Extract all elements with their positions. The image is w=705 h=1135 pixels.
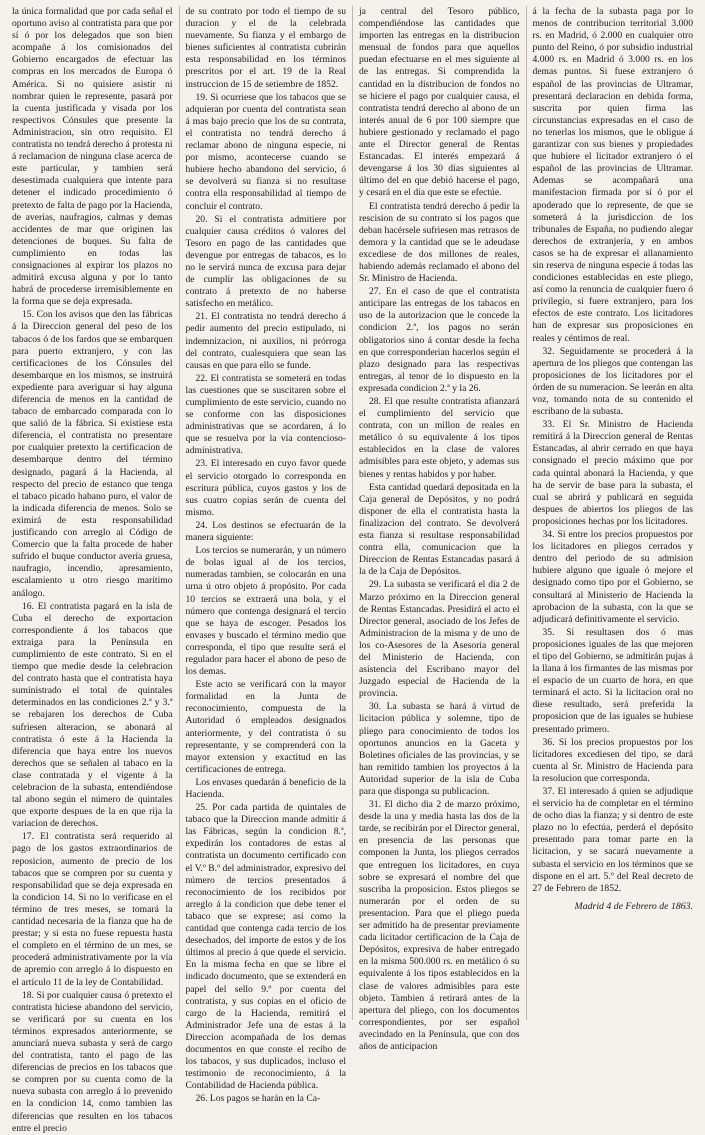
- paragraph: 21. El contratista no tendrá derecho á pedir aumento del precio estipulado, ni indemnizacion, ni auxilios, ni prórroga del contrato, cualesquiera que sean las causas en que para ello se funde.: [185, 311, 346, 371]
- paragraph: El contratista tendrá derecho á pedir la rescision de su contrato si los pagos que deban hacérsele sufriesen mas retrasos de demora y la cantidad que se le adeudase excediese de dos millones de reales, habiendo además reclamado el abono del Sr. Ministro de Hacienda.: [359, 200, 520, 285]
- paragraph: la única formalidad que por cada señal el oportuno aviso al contratista para que por sí ó por los delegados que son bien acompañe á los comisionados del Gobierno encargados de efectuar las compras en los mercados de Europa ó América. Si no quisiere asistir ni nombrar quien le represente, pasará por la cuenta justificada y visada por los respectivos Cónsules que presente la Administracion, sin otro requisito. El contratista no tendrá derecho á protesta ni á reclamacion de ninguna clase acerca de este particular, y tambien será desestimada cualquiera que intente para detener el indicado procedimiento ó pretexto de falta de pago por la Hacienda, de averías, naufragios, calmas y demas accidentes de mar que originen las detenciones de buques. Su falta de cumplimiento en todas las consignaciones al expirar los plazos no admitirá excusa alguna y por lo tanto habrá de procederse irremisiblemente en la forma que se deja expresada.: [12, 6, 173, 308]
- paragraph: 16. El contratista pagará en la isla de Cuba el derecho de exportacion correspondiente á los tabacos que extraiga para la Península en cumplimiento de este contrato. Si en el tiempo que medie desde la celebracion del contrato hasta que el contratista haya suministrado el total de quintales determinados en las condiciones 2.ª y 3.ª se rebajaren los derechos de Cuba sufriesen alteracion, se abonará al contratista ó este á la Hacienda la diferencia que haya entre los nuevos derechos que se señalen al tabaco en la clase contratada y el vigente á la celebracion de la subasta, entendiéndose tal abono según el número de quintales que exporte despues de la en que rija la variacion de derechos.: [12, 600, 173, 830]
- paragraph: 32. Seguidamente se procederá á la apertura de los pliegos que contengan las proposiciones de los licitadores por el órden de su numeracion. Se leerán en alta voz, tomando nota de su contenido el escribano de la subasta.: [532, 345, 693, 418]
- paragraph: 31. El dicho dia 2 de marzo próximo, desde la una y media hasta las dos de la tarde, se recibirán por el Director general, en presencia de las personas que componen la Junta, los pliegos cerrados que entreguen los licitadores, en cuya sobre se expresará el nombre del que suscriba la proposicion. Estos pliegos se numerarán por el orden de su presentacion. Para que el pliego pueda ser admitido ha de presentar previamente cada licitador certificacion de la Caja de Depósitos, expresiva de haber entregado en la misma 500.000 rs. en metálico ó su equivalente á los tipos establecidos en la clase de valores admisibles para este objeto. Tambien á retirará antes de la apertura del pliego, con los documentos correspondientes, por ser español avecindado en la Península, que con dos años de anticipacion: [359, 799, 520, 1052]
- paragraph: 29. La subasta se verificará el dia 2 de Marzo próximo en la Direccion general de Rentas Estancadas. Presidirá el acto el Director general, asociado de los Jefes de Administracion de la misma y de uno de los co-Asesores de la Asesoría general del Ministerio de Hacienda, con asistencia del Escribano mayor del Juzgado especial de Hacienda de la provincia.: [359, 579, 520, 700]
- paragraph: Este acto se verificará con la mayor formalidad en la Junta de reconocimiento, compuesta de la Autoridad ó empleados designados anteriormente, y del contratista ó su representante, y se comprenderá con la mayor extension y exactitud en las certificaciones de entrega.: [185, 679, 346, 775]
- paragraph: ja central del Tesoro público, compendiéndose las cantidades que importen las entregas en la distribucion mensual de fondos para que aquellos puedan efectuarse en el mes siguiente al de las entregas. Si comprendida la cantidad en la distribucion de fondos no se hiciere el pago por cualquier causa, el contratista tendrá derecho al abono de un interés anual de 6 por 100 siempre que hubiere gestionado y reclamado el pago ante el Director general de Rentas Estancadas. El interés empezará á devengarse á los 30 días siguientes al último del en que debió hacerse el pago, y cesará en el día que este se efectúe.: [359, 6, 520, 199]
- paragraph: 30. La subasta se hará á virtud de licitacion pública y solemne, tipo de pliego para conocimiento de todos los oportunos anuncios en la Gaceta y Boletines oficiales de las provincias, y se han remitido tambien los proyectos á la Autoridad superior de la isla de Cuba para que disponga su publicacion.: [359, 701, 520, 797]
- paragraph: 34. Si entre los precios propuestos por los licitadores en pliegos cerrados y dentro del periodo de su admision hubiere alguno que iguale ó mejore el designado como tipo por el Gobierno, se consultará al Ministerio de Hacienda la aprobacion de la subasta, con la que se adjudicará definitivamente el servicio.: [532, 529, 693, 625]
- paragraph: 17. El contratista será requerido al pago de los gastos extraordinarios de reposicion, aumento de precio de los tabacos que se compren por su cuenta y responsabilidad que se deja expresada en la condicion 14. Si no lo verificase en el término de tres meses, se tomará la cantidad necesaria de la fianza que ha de prestar; y si esta no fuese repuesta hasta el completo en el término de un mes, se procederá administrativamente por la vía de apremio con arreglo á lo dispuesto en el artículo 11 de la ley de Contabilidad.: [12, 831, 173, 988]
- paragraph: Los tercios se numerarán, y un número de bolas igual al de los tercios, numeradas tambien, se colocarán en una urna ú otro objeto á propósito. Por cada 10 tercios se extraerá una bola, y el número que contenga designará el tercio que se haya de escoger. Pesados los envases y buscado el término medio que corresponda, el tipo que resulte será el regulador para hacer el abono de peso de los demas.: [185, 545, 346, 678]
- paragraph: 28. El que resulte contratista afianzará el cumplimiento del servicio que contrata, con un millon de reales en metálico ó su equivalente á los tipos establecidos en la clase de valores admisibles para este objeto, y ademas sus bienes y rentas habidos y por haber.: [359, 396, 520, 480]
- paragraph: 23. El interesado en cuyo favor quede el servicio otorgado lo corresponda en escritura pública, cuyos gastos y los de sus cuatro copias serán de cuenta del mismo.: [185, 458, 346, 518]
- column-4: [526, 6, 700, 1020]
- paragraph: Esta cantidad quedará depositada en la Caja general de Depósitos, y no podrá disponer de ella el contratista hasta la finalizacion del contrato. Se devolverá esta fianza si resultase responsabilidad contra ella, comunicacion que la Direccion de Rentas Estancadas pasará á la de la Caja de Depósitos.: [359, 481, 520, 578]
- paragraph: de su contrato por todo el tiempo de su duracion y el de la celebrada nuevamente. Su fianza y el embargo de bienes suficientes al contratista cubrirán esta responsabilidad en los términos prescritos por el art. 19 de la Real instruccion de 15 de setiembre de 1852.: [185, 6, 346, 90]
- paragraph: 36. Si los precios propuestos por los licitadores excediesen del tipo, se dará cuenta al Sr. Ministro de Hacienda para la resolucion que corresponda.: [532, 736, 693, 784]
- signature-date: Madrid 4 de Febrero de 1863.: [574, 900, 693, 912]
- paragraph: 24. Los destinos se efectuarán de la manera siguiente:: [185, 519, 346, 544]
- paragraph: 37. El interesado á quien se adjudique el servicio ha de completar en el término de ocho dias la fianza; y si dentro de este plazo no lo efectúa, perderá el depósito presentado para tomar parte en la licitacion, y se sacará nuevamente a subasta el servicio en los términos que se dispone en el art. 5.º del Real decreto de 27 de Febrero de 1852.: [532, 786, 693, 894]
- paragraph: 27. En el caso de que el contratista anticipare las entregas de los tabacos en uso de la autorizacion que le concede la condicion 2.ª, los pagos no serán obligatorios sino á contar desde la fecha en que corresponderian hacerlos según el plazo designado para las respectivas entregas, al tenor de lo dispuesto en la expresada condicion 2.ª y la 26.: [359, 286, 520, 394]
- paragraph: 26. Los pagos se harán en la Ca-: [195, 1093, 321, 1105]
- column-1: [6, 6, 179, 1134]
- paragraph: Los envases quedarán á beneficio de la Hacienda.: [185, 776, 346, 800]
- paragraph: 18. Si por cualquier causa ó pretexto el contratista hiciese abandono del servicio, se verificará por su cuenta en los términos expresados anteriormente, se anunciará nueva subasta y será de cargo del contratista, tanto el pago de las diferencias de precios en los tabacos que se compren por su cuenta como de la nueva subasta con arreglo á lo prevenido en la condicion 14, como tambien las diferencias que resulten en los tabacos entre el precio: [12, 989, 173, 1134]
- paragraph: á la fecha de la subasta paga por lo menos de contribucion territorial 3.000 rs. en Madrid, ó 2.000 en cualquier otro punto del Reino, ó por subsidio industrial 4.000 rs. en Madrid ó 3.000 rs. en los demas puntos. Si fuese extranjero ó español de las provincias de Ultramar, presentará declaracion en debida forma, suscrita por quien firma las circunstancias expresadas en el caso de no tenerlas los mismos, que le obligue á garantizar con sus bienes y propiedades que hubiere el licitador extranjero ó el español de las provincias de Ultramar. Ademas se acompañará una manifestacion firmada por sí ó por el apoderado que lo represente, de que se someterá á la jurisdiccion de los tribunales de España, no pudiendo alegar derechos de extranjería, y en ambos casos se ha de expresar el allanamiento sin reserva de ninguna especie á todas las condiciones establecidas en este pliego, así como la renuncia de cualquier fuero ó privilegio, si fuere extranjero, para los efectos de este contrato. Los licitadores han de expresar sus proposiciones en reales y céntimos de real.: [532, 6, 693, 344]
- paragraph: 15. Con los avisos que den las fábricas á la Direccion general del peso de los tabacos ó de los fardos que se embarquen para puerto extranjero, y con las certificaciones de los Cónsules del desembarque en los mismos, se instruirá expediente para averiguar si hay alguna diferencia de menos en la cantidad de tabaco de embarcado comparada con lo que salió de la fábrica. Si existiese esta diferencia, el contratista no presentare por cualquier pretexto la certificacion de desembarque dentro del término designado, pagará á la Hacienda, al respecto del precio de estanco que tenga el tabaco picado habano puro, el valor de la indicada diferencia de menos. Solo se eximirá de esta responsabilidad justificando con arreglo al Código de Comercio que la falta procede de haber sufrido el buque conductor avería gruesa, naufragio, incendio, apresamiento, escalamiento u otro riesgo marítimo análogo.: [12, 309, 173, 599]
- column-3: [352, 6, 526, 1052]
- column-2: [179, 6, 353, 1105]
- paragraph: 19. Si ocurriese que los tabacos que se adquieran por cuenta del contratista sean á mas bajo precio que los de su contrata, el contratista no tendrá derecho á reclamar abono de ninguna especie, ni por mismo, acontecerse cuando se hubiere hecho abandono del servicio, ó se devolverá su fianza si no resultase contra ella responsabilidad al tiempo de concluir el contrato.: [185, 91, 346, 212]
- text-columns: [6, 6, 699, 1134]
- paragraph: 22. El contratista se someterá en todas las cuestiones que se suscitaren sobre el cumplimiento de este servicio, cuando no se conforme con las disposiciones administrativas que se acordaren, á lo que se resuelva por la vía contencioso-administrativa.: [185, 372, 346, 457]
- paragraph: 20. Si el contratista admitiere por cualquier causa créditos ó valores del Tesoro en pago de las cantidades que devengue por entregas de tabacos, es lo no le servirá nunca de excusa para dejar de cumplir las obligaciones de su contrato á pretexto de no haberse satisfecho en metálico.: [185, 213, 346, 310]
- paragraph: 25. Por cada partida de quintales de tabaco que la Direccion mande admitir á las Fábricas, según la condicion 8.ª, expedirán los contadores de estas al contratista un documento certificado con el V.º B.º del administrador, expresivo del número de tercios presentados á reconocimiento de los recibidos por arreglo á la condicion que debe tener el tabaco que se exprese; así como la cantidad que contenga cada tercio de los desechados, del importe de estos y de los últimos al precio á que quede el servicio. En la misma fecha en que se libre el indicado documento, que se extenderá en papel del sello 9.º por cuenta del contratista, y sus copias en el oficio de cargo de la Hacienda, remitirá el Administrador Jefe una de estas á la Direccion acompañada de los demas documentos en que conste el recibo de los tabacos, y sus duplicados, incluso el testimonio de reconocimiento, á la Contabilidad de Hacienda pública.: [185, 802, 346, 1092]
- paragraph: 33. El Sr. Ministro de Hacienda remitirá á la Direccion general de Rentas Estancadas, al abrir cerrado en que haya consignado el precio máximo que por cada quintal abonará la Hacienda, y que ha de servir de base para la subasta, el cual se abrirá y publicará en seguida despues de abiertos los pliegos de las proposiciones hechas por los licitadores.: [532, 419, 693, 527]
- paragraph: 35. Si resultasen dos ó mas proposiciones iguales de las que mejoren el tipo del Gobierno, se admitirán pujas á la llana á los firmantes de las mismas por el espacio de un cuarto de hora, en que terminará el acto. Si la licitacion oral no diese resultado, será preferida la proposicion que de las iguales se hubiese presentado primero.: [532, 626, 693, 735]
